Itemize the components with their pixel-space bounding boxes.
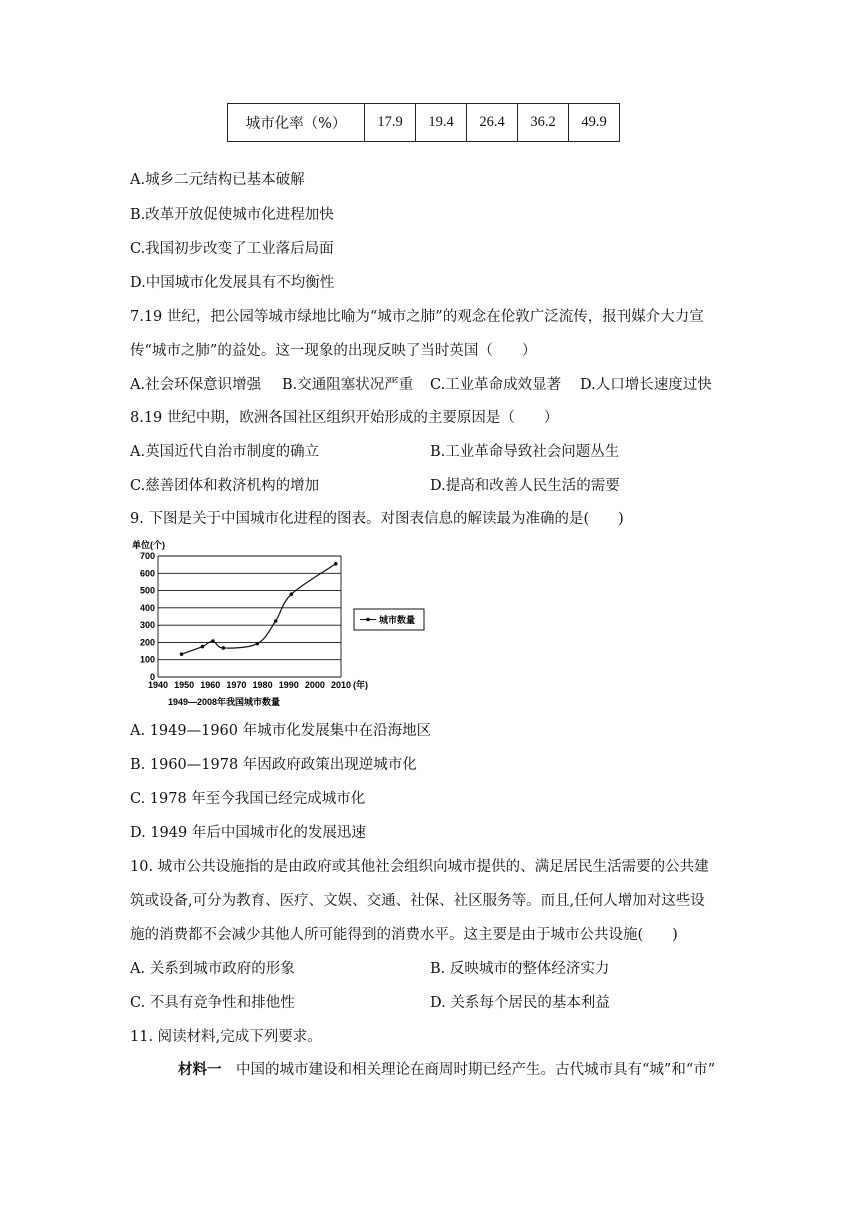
q7-option-a: A.社会环保意识增强 bbox=[130, 377, 262, 393]
data-point bbox=[180, 652, 184, 656]
chart-grid bbox=[158, 556, 341, 677]
table-row bbox=[228, 104, 620, 142]
x-tick-label: 1950 bbox=[174, 680, 195, 690]
q8-stem: 8.19 世纪中期，欧洲各国社区组织开始形成的主要原因是（ ） bbox=[130, 410, 559, 426]
x-tick-label: 2000 bbox=[304, 680, 325, 690]
y-tick-label: 700 bbox=[139, 551, 155, 561]
y-tick-label: 500 bbox=[139, 585, 155, 596]
table-cell: 26.4 bbox=[467, 104, 518, 142]
table-cell: 49.9 bbox=[569, 104, 620, 142]
table-cell: 36.2 bbox=[518, 104, 569, 142]
data-point bbox=[334, 562, 338, 566]
x-tick-label: 1980 bbox=[252, 680, 273, 690]
y-tick-label: 0 bbox=[149, 672, 155, 682]
q11-stem: 11. 阅读材料,完成下列要求。 bbox=[130, 1029, 322, 1045]
q8-option-c: C.慈善团体和救济机构的增加 bbox=[130, 478, 320, 494]
y-tick-label: 400 bbox=[139, 602, 155, 613]
x-tick-label: 1940 bbox=[147, 680, 169, 690]
q7-option-b: B.交通阻塞状况严重 bbox=[282, 377, 414, 393]
chart-title: 1949—2008年我国城市数量 bbox=[168, 697, 281, 707]
q9-option-c: C. 1978 年至今我国已经完成城市化 bbox=[130, 791, 366, 807]
q7-stem-line1: 7.19 世纪，把公园等城市绿地比喻为“城市之肺”的观念在伦敦广泛流传，报刊媒介大力宣 bbox=[130, 309, 704, 325]
q10-option-b: B. 反映城市的整体经济实力 bbox=[430, 961, 610, 977]
data-point bbox=[211, 639, 215, 643]
q8-option-b: B.工业革命导致社会问题丛生 bbox=[430, 444, 620, 460]
q10-stem-line1: 10. 城市公共设施指的是由政府或其他社会组织向城市提供的、满足居民生活需要的公共建 bbox=[130, 859, 709, 875]
y-tick-label: 300 bbox=[139, 620, 155, 631]
q6-option-d: D.中国城市化发展具有不均衡性 bbox=[130, 275, 335, 291]
q8-option-d: D.提高和改善人民生活的需要 bbox=[430, 478, 620, 494]
q8-option-a: A.英国近代自治市制度的确立 bbox=[130, 444, 320, 460]
chart-points bbox=[180, 562, 338, 656]
x-tick-label: 1990 bbox=[278, 680, 299, 690]
material-label: 材料一 bbox=[178, 1062, 222, 1078]
q10-stem-line3: 施的消费都不会减少其他人所可能得到的消费水平。这主要是由于城市公共设施( ) bbox=[130, 927, 678, 943]
urbanization-rate-table bbox=[227, 103, 620, 142]
data-point bbox=[201, 645, 205, 649]
x-tick-label: 2010 bbox=[330, 680, 352, 690]
q11-material bbox=[178, 1060, 715, 1080]
data-point bbox=[274, 619, 278, 623]
material-text: 中国的城市建设和相关理论在商周时期已经产生。古代城市具有“城”和“市” bbox=[236, 1062, 716, 1078]
chart-ylabel: 单位(个) bbox=[132, 540, 165, 550]
chart-x-ticks bbox=[148, 680, 351, 690]
q10-stem-line2: 筑或设备,可分为教育、医疗、文娱、交通、社保、社区服务等。而且,任何人增加对这些设 bbox=[130, 893, 705, 909]
y-tick-label: 600 bbox=[139, 568, 155, 579]
q6-option-a: A.城乡二元结构已基本破解 bbox=[130, 172, 305, 188]
x-tick-label: 1970 bbox=[226, 680, 247, 690]
q6-option-c: C.我国初步改变了工业落后局面 bbox=[130, 241, 334, 257]
series-line bbox=[182, 564, 336, 654]
q10-option-a: A. 关系到城市政府的形象 bbox=[130, 961, 295, 977]
chart-y-ticks bbox=[140, 551, 155, 682]
q7-option-c: C.工业革命成效显著 bbox=[430, 377, 562, 393]
q7-option-d: D.人口增长速度过快 bbox=[580, 377, 712, 393]
q9-option-d: D. 1949 年后中国城市化的发展迅速 bbox=[130, 825, 366, 841]
q9-stem: 9. 下图是关于中国城市化进程的图表。对图表信息的解读最为准确的是( ) bbox=[130, 511, 624, 527]
legend-entry: 城市数量 bbox=[379, 615, 416, 625]
q10-option-c: C. 不具有竞争性和排他性 bbox=[130, 995, 295, 1011]
q6-option-b: B.改革开放促使城市化进程加快 bbox=[130, 207, 334, 223]
table-cell: 17.9 bbox=[365, 104, 416, 142]
data-point bbox=[222, 646, 226, 650]
data-point bbox=[256, 642, 260, 646]
x-tick-label: 1960 bbox=[200, 680, 221, 690]
y-tick-label: 200 bbox=[139, 637, 155, 648]
chart-xlabel: (年) bbox=[353, 680, 368, 690]
city-count-chart bbox=[128, 538, 448, 710]
q10-option-d: D. 关系每个居民的基本利益 bbox=[430, 995, 610, 1011]
table-cell: 19.4 bbox=[416, 104, 467, 142]
q9-option-b: B. 1960—1978 年因政府政策出现逆城市化 bbox=[130, 757, 417, 773]
y-tick-label: 100 bbox=[139, 654, 155, 665]
table-row-label: 城市化率（%） bbox=[228, 104, 365, 142]
q9-option-a: A. 1949—1960 年城市化发展集中在沿海地区 bbox=[130, 723, 432, 739]
chart-legend bbox=[354, 609, 424, 630]
q7-stem-line2: 传“城市之肺”的益处。这一现象的出现反映了当时英国（ ） bbox=[130, 343, 537, 359]
data-point bbox=[290, 592, 294, 596]
